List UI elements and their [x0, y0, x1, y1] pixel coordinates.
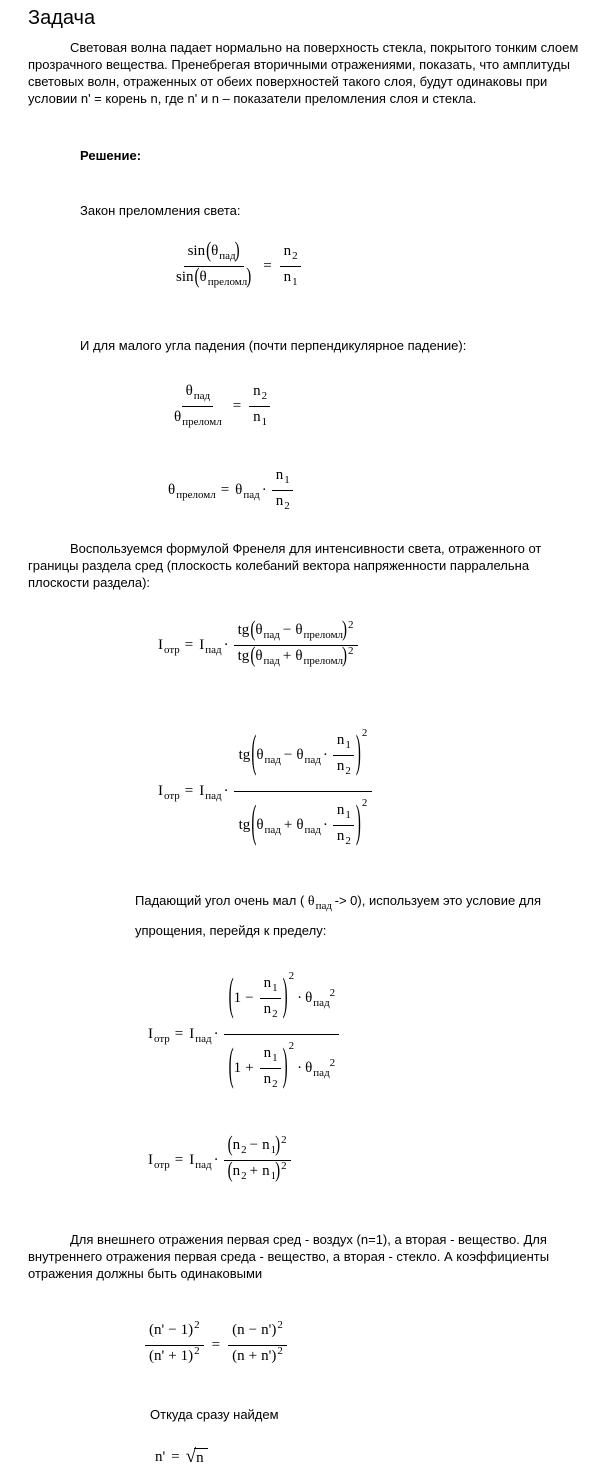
equals-sign: =: [232, 398, 242, 414]
n-symbol: n: [263, 1001, 272, 1017]
subscript-pad: пад: [263, 629, 280, 641]
exponent-2: 2: [361, 727, 368, 739]
n-symbol: n: [275, 467, 284, 483]
n-prime-symbol: n': [154, 1348, 165, 1364]
subscript-pad: пад: [263, 655, 280, 667]
equals-sign: =: [174, 1152, 184, 1168]
right-paren: ): [188, 1348, 194, 1364]
subscript-1: 1: [270, 1170, 277, 1182]
I-symbol: I: [158, 637, 163, 653]
I-symbol: I: [199, 637, 205, 653]
fraction: [234, 722, 373, 861]
subscript-prelom: преломл: [303, 629, 344, 641]
right-paren: ): [342, 643, 348, 668]
multiplication-dot: ·: [223, 637, 229, 653]
theta-symbol: θ: [307, 894, 315, 909]
law-heading: Закон преломления света:: [80, 203, 241, 218]
limit-text-before: Падающий угол очень мал (: [135, 893, 305, 908]
n-symbol: n: [262, 1163, 270, 1179]
formula-result-sqrt: [155, 1448, 208, 1467]
fraction: [333, 800, 354, 851]
n-symbol: n: [263, 1071, 272, 1087]
equals-sign: =: [184, 637, 194, 653]
multiplication-dot: ·: [297, 990, 303, 1006]
multiplication-dot: ·: [322, 747, 328, 763]
left-paren: (: [251, 800, 257, 848]
plus-sign: +: [245, 1060, 254, 1076]
theta-symbol: θ: [185, 383, 193, 399]
n-symbol: n: [336, 802, 345, 818]
inline-theta-pad: [307, 894, 332, 912]
subscript-pad: пад: [193, 390, 211, 402]
right-paren: ): [275, 1132, 281, 1157]
external-reflection-paragraph: Для внешнего отражения первая сред - воздух (n=1), а вторая - вещество. Для внутреннего отражения первая среда - вещество, а вторая - стекло. А коэффициенты отражения должны быть одинаковыми: [28, 1232, 550, 1281]
subscript-1: 1: [284, 474, 290, 486]
subscript-1: 1: [345, 739, 351, 751]
fraction: [224, 1132, 291, 1186]
subscript-otr: отр: [164, 644, 180, 656]
subscript-otr: отр: [164, 790, 180, 802]
I-symbol: I: [199, 783, 205, 799]
subscript-1: 1: [292, 276, 298, 288]
exponent-2: 2: [194, 1319, 200, 1331]
n-symbol: n: [283, 243, 292, 259]
subscript-2: 2: [345, 835, 351, 847]
n-symbol: n: [237, 1322, 245, 1338]
exponent-2: 2: [281, 1160, 287, 1172]
minus-sign: −: [282, 622, 292, 638]
formula-fresnel-tangent: [158, 617, 360, 671]
subscript-2: 2: [272, 1008, 278, 1020]
plus-sign: +: [248, 1348, 258, 1364]
fraction: [228, 1320, 287, 1371]
subscript-pad: пад: [243, 489, 260, 501]
n-symbol: n: [336, 828, 345, 844]
subscript-pad: пад: [313, 997, 330, 1009]
n-symbol: n: [283, 269, 292, 285]
fresnel-paragraph: Воспользуемся формулой Френеля для интенсивности света, отраженного от границы раздела сред (плоскость колебаний вектора напряженности парралельна плоскости раздела):: [28, 541, 542, 590]
subscript-prelom: преломл: [207, 276, 248, 288]
fraction: [249, 381, 270, 432]
formula-reflection-equality: [143, 1320, 289, 1371]
minus-sign: −: [248, 1322, 258, 1338]
right-paren: ): [275, 1158, 281, 1183]
right-paren: ): [246, 264, 252, 289]
problem-statement: Световая волна падает нормально на поверхность стекла, покрытого тонким слоем прозрачного вещества. Пренебрегая вторичными отражениями, показать, что амплитуды световых волн, отраженных от обеих поверхностей такого слоя, будут одинаковы при условии n' = корень n, где n' и n – показатели преломления слоя и стекла.: [28, 40, 579, 106]
equals-sign: =: [174, 1026, 184, 1042]
multiplication-dot: ·: [261, 482, 267, 498]
theta-symbol: θ: [255, 622, 263, 638]
radicand-n: n: [194, 1448, 208, 1467]
minus-sign: −: [283, 747, 293, 763]
left-paren: (: [227, 1132, 233, 1157]
subscript-pad: пад: [205, 644, 222, 656]
fraction: [280, 241, 301, 292]
exponent-2: 2: [348, 619, 354, 631]
subscript-pad: пад: [313, 1067, 330, 1079]
subscript-prelom: преломл: [182, 416, 222, 428]
left-paren: (: [228, 1043, 234, 1091]
fraction: [260, 973, 281, 1024]
solution-heading: Решение:: [80, 148, 142, 163]
multiplication-dot: ·: [223, 783, 229, 799]
whence-text: Откуда сразу найдем: [150, 1407, 279, 1422]
subscript-prelom: преломл: [303, 655, 344, 667]
left-paren: (: [228, 973, 234, 1021]
formula-snell-law: [170, 238, 303, 292]
tg-function: tg: [237, 648, 250, 664]
theta-symbol: θ: [295, 622, 303, 638]
fraction: [224, 965, 340, 1104]
fraction: [172, 238, 255, 292]
fraction: [333, 730, 354, 781]
subscript-2: 2: [241, 1170, 247, 1182]
fraction: [170, 381, 225, 432]
formula-theta-refracted: [168, 465, 295, 516]
formula-angle-ratio: [168, 381, 272, 432]
exponent-2: 2: [281, 1134, 287, 1146]
multiplication-dot: ·: [322, 817, 328, 833]
limit-text-after: -> 0), используем это условие для упрощения, перейдя к пределу:: [135, 893, 542, 938]
theta-symbol: θ: [199, 269, 207, 285]
n-symbol: n: [336, 732, 345, 748]
equals-sign: =: [171, 1449, 180, 1465]
exponent-2: 2: [277, 1319, 283, 1331]
plus-sign: +: [249, 1163, 259, 1179]
exponent-2: 2: [329, 1057, 336, 1069]
n-symbol: n: [253, 409, 261, 425]
subscript-2: 2: [345, 765, 351, 777]
left-paren: (: [194, 264, 200, 289]
theta-symbol: θ: [256, 817, 264, 833]
left-paren: (: [227, 1158, 233, 1183]
right-paren: ): [342, 617, 348, 642]
tg-function: tg: [238, 817, 251, 833]
tg-function: tg: [238, 747, 251, 763]
theta-symbol: θ: [305, 990, 313, 1006]
fraction: [260, 1043, 281, 1094]
theta-symbol: θ: [211, 243, 219, 259]
left-paren: (: [149, 1348, 154, 1364]
exponent-2: 2: [194, 1345, 200, 1357]
theta-symbol: θ: [168, 482, 176, 498]
multiplication-dot: ·: [297, 1060, 303, 1076]
n-symbol: n: [263, 1045, 272, 1061]
page-title: Задача: [28, 7, 96, 29]
right-paren: ): [271, 1348, 277, 1364]
theta-symbol: θ: [296, 747, 304, 763]
left-paren: (: [232, 1348, 238, 1364]
minus-sign: −: [249, 1137, 259, 1153]
right-paren: ): [355, 800, 361, 848]
subscript-pad: пад: [195, 1159, 212, 1171]
subscript-1: 1: [272, 1052, 278, 1064]
right-paren: ): [188, 1322, 194, 1338]
right-paren: ): [282, 1043, 288, 1091]
I-symbol: I: [148, 1152, 153, 1168]
small-angle-heading: И для малого угла падения (почти перпендикулярное падение):: [80, 338, 467, 353]
exponent-2: 2: [361, 797, 368, 809]
subscript-pad: пад: [195, 1033, 212, 1045]
subscript-pad: пад: [264, 824, 281, 836]
subscript-otr: отр: [154, 1033, 170, 1045]
formula-fresnel-substituted: [158, 722, 374, 861]
left-paren: (: [232, 1322, 238, 1338]
left-paren: (: [251, 730, 257, 778]
fraction: [272, 465, 293, 516]
theta-symbol: θ: [296, 817, 304, 833]
subscript-otr: отр: [154, 1159, 170, 1171]
exponent-2: 2: [329, 987, 336, 999]
n-prime-symbol: n': [155, 1449, 166, 1465]
subscript-pad: пад: [304, 824, 321, 836]
subscript-pad: пад: [315, 900, 332, 912]
right-paren: ): [282, 973, 288, 1021]
n-symbol: n: [237, 1348, 245, 1364]
plus-sign: +: [168, 1348, 177, 1364]
formula-intensity-simplified: [148, 1132, 293, 1186]
one-literal: 1: [180, 1348, 189, 1364]
fraction: [145, 1320, 204, 1371]
formula-intensity-limit: [148, 965, 341, 1104]
n-symbol: n: [232, 1137, 241, 1153]
theta-symbol: θ: [174, 409, 182, 425]
right-paren: ): [355, 730, 361, 778]
right-paren: ): [271, 1322, 277, 1338]
exponent-2: 2: [288, 970, 295, 982]
I-symbol: I: [148, 1026, 153, 1042]
theta-symbol: θ: [295, 648, 303, 664]
left-paren: (: [250, 643, 256, 668]
tg-function: tg: [237, 622, 250, 638]
subscript-2: 2: [292, 250, 298, 262]
one-literal: 1: [233, 990, 242, 1006]
subscript-2: 2: [284, 500, 290, 512]
plus-sign: +: [283, 817, 293, 833]
exponent-2: 2: [277, 1345, 283, 1357]
n-symbol: n: [253, 383, 261, 399]
radical-sign: √: [185, 1446, 197, 1467]
multiplication-dot: ·: [213, 1152, 219, 1168]
left-paren: (: [149, 1322, 154, 1338]
theta-symbol: θ: [235, 482, 243, 498]
n-prime-symbol: n': [261, 1322, 272, 1338]
fraction: [234, 617, 358, 671]
left-paren: (: [250, 617, 256, 642]
minus-sign: −: [245, 990, 254, 1006]
exponent-2: 2: [288, 1040, 295, 1052]
equals-sign: =: [220, 482, 230, 498]
limit-paragraph: [135, 886, 593, 946]
subscript-pad: пад: [219, 250, 236, 262]
sin-function: sin: [187, 243, 206, 259]
theta-symbol: θ: [255, 648, 263, 664]
subscript-pad: пад: [205, 790, 222, 802]
n-symbol: n: [232, 1163, 241, 1179]
n-symbol: n: [275, 493, 284, 509]
theta-symbol: θ: [305, 1060, 313, 1076]
I-symbol: I: [158, 783, 163, 799]
minus-sign: −: [168, 1322, 177, 1338]
n-symbol: n: [262, 1137, 270, 1153]
subscript-2: 2: [272, 1078, 278, 1090]
n-prime-symbol: n': [154, 1322, 165, 1338]
equals-sign: =: [211, 1337, 221, 1353]
subscript-1: 1: [345, 809, 351, 821]
subscript-1: 1: [261, 416, 268, 428]
sin-function: sin: [176, 269, 194, 285]
plus-sign: +: [282, 648, 292, 664]
equals-sign: =: [263, 258, 272, 274]
subscript-1: 1: [270, 1144, 277, 1156]
right-paren: ): [234, 238, 240, 263]
subscript-pad: пад: [304, 754, 321, 766]
subscript-prelom: преломл: [176, 489, 216, 501]
n-prime-symbol: n': [261, 1348, 272, 1364]
subscript-2: 2: [261, 390, 268, 402]
theta-symbol: θ: [256, 747, 264, 763]
equals-sign: =: [184, 783, 194, 799]
I-symbol: I: [189, 1026, 195, 1042]
n-symbol: n: [336, 758, 345, 774]
exponent-2: 2: [348, 645, 354, 657]
one-literal: 1: [233, 1060, 242, 1076]
n-symbol: n: [263, 975, 272, 991]
one-literal: 1: [180, 1322, 189, 1338]
I-symbol: I: [189, 1152, 195, 1168]
subscript-2: 2: [241, 1144, 247, 1156]
left-paren: (: [206, 238, 212, 263]
multiplication-dot: ·: [213, 1026, 219, 1042]
subscript-pad: пад: [264, 754, 281, 766]
subscript-1: 1: [272, 982, 278, 994]
